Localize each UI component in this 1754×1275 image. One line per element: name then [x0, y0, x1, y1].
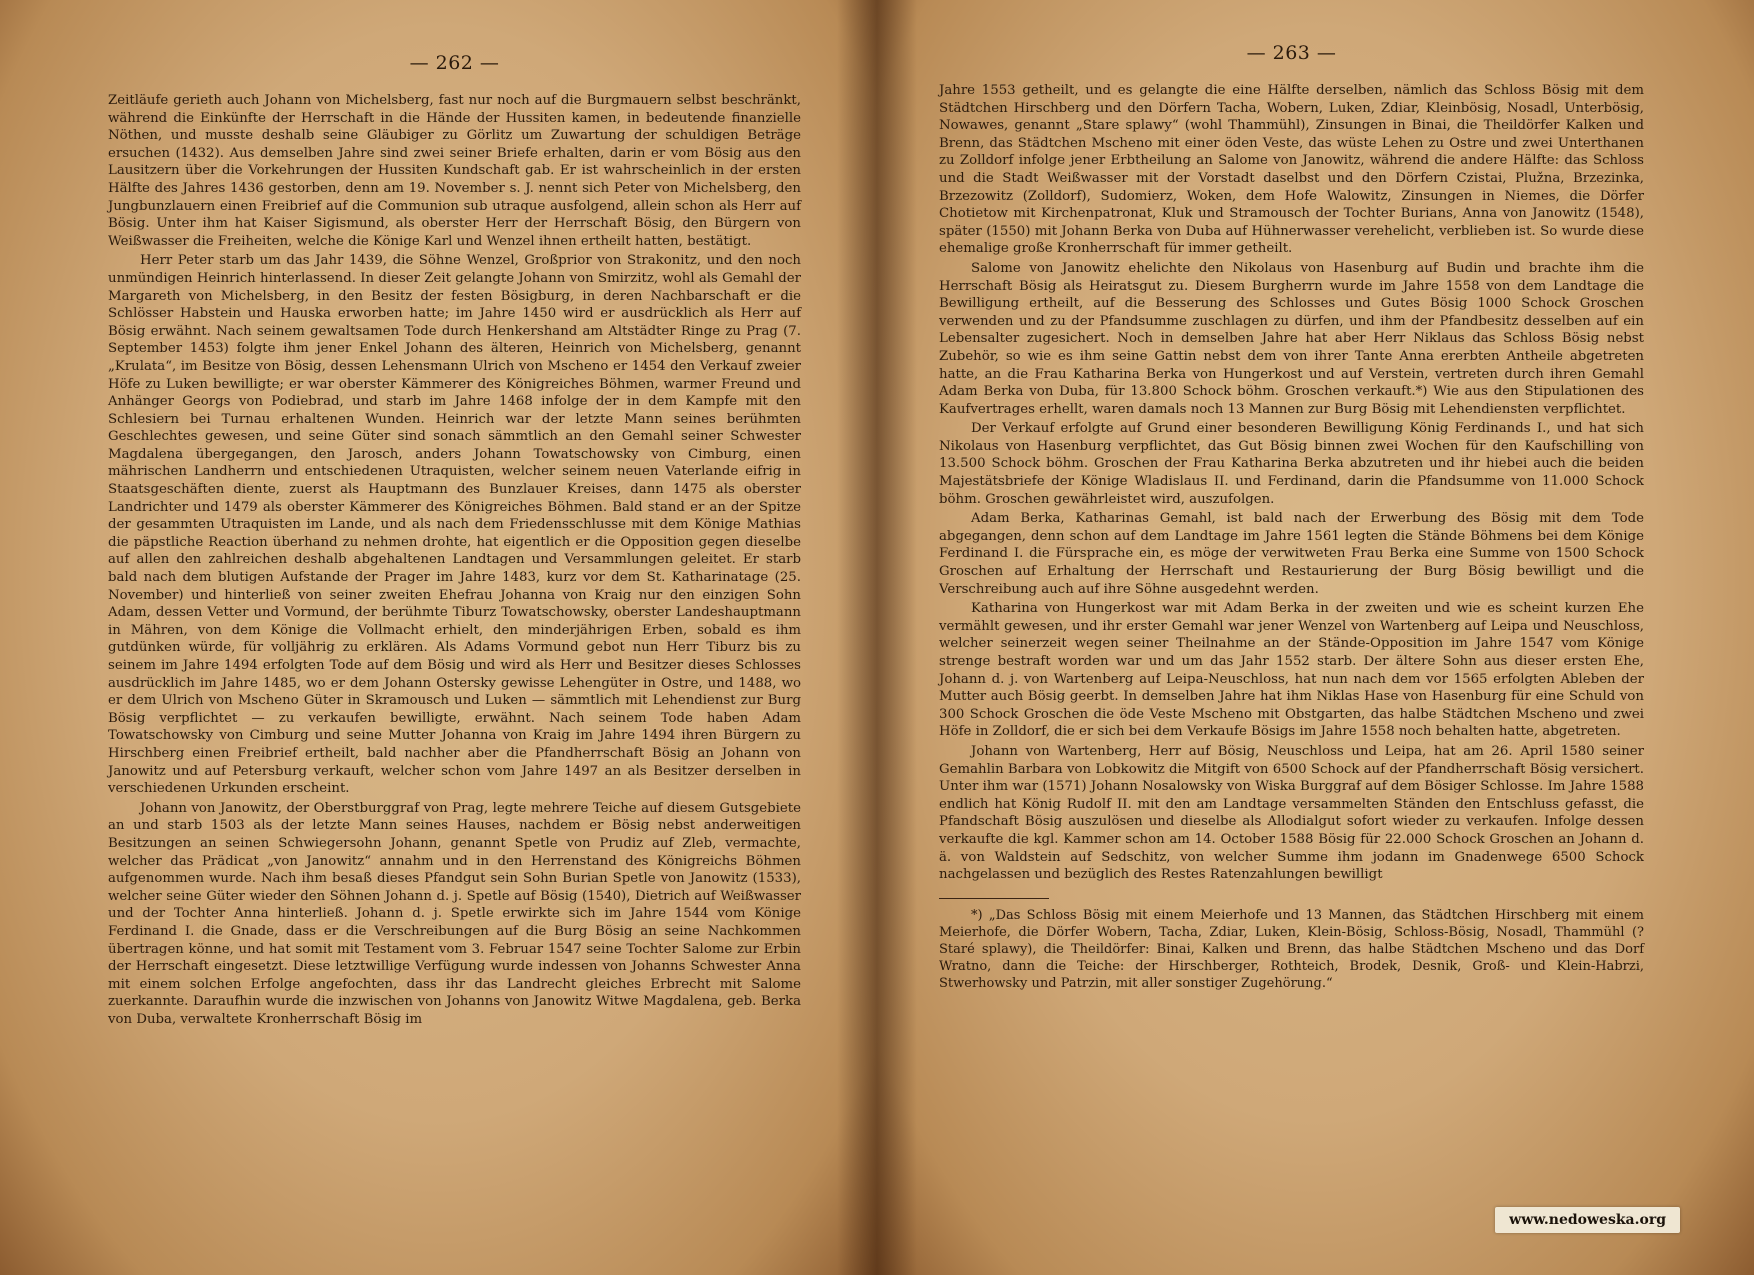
paragraph: Herr Peter starb um das Jahr 1439, die Söhne Wenzel, Großprior von Strakonitz, und den noch unmündigen Heinrich hinterlassend. In dieser Zeit gelangte Johann von Smirzitz, wohl als Gemahl der Margareth von Michelsberg, in den Besitz der festen Bösigburg, in deren Nachbarschaft er die Schlösser Habstein und Hauska erworben hatte; im Jahre 1450 wird er ausdrücklich als Herr auf Bösig erwähnt. Nach seinem gewaltsamen Tode durch Henkershand am Altstädter Ringe zu Prag (7. September 1453) folgte ihm jener Enkel Johann des älteren, Heinrich von Michelsberg, genannt „Krulata“, im Besitze von Bösig, dessen Lehensmann Ulrich von Mscheno er 1454 den Verkauf zweier Höfe zu Luken bewilligte; er war oberster Kämmerer des Königreiches Böhmen, warmer Freund und Anhänger Georgs von Podiebrad, und starb im Jahre 1468 infolge der in dem Kampfe mit den Schlesiern bei Turnau erhaltenen Wunden. Heinrich war der letzte Mann seines berühmten Geschlechtes gewesen, und seine Güter sind sonach sämmtlich an den Gemahl seiner Schwester Magdalena übergegangen, den Jarosch, anders Johann Towatschowsky von Cimburg, einen mährischen Landherrn und entschiedenen Utraquisten, welcher seinem neuen Vaterlande eifrig in Staatsgeschäften diente, zuerst als Hauptmann des Bunzlauer Kreises, dann 1475 als oberster Landrichter und 1479 als oberster Kämmerer des Königreiches Böhmen. Bald stand er an der Spitze der gesammten Utraquisten im Lande, und als nach dem Friedensschlusse mit dem Könige Mathias die päpstliche Reaction überhand zu nehmen drohte, hat eigentlich er die Opposition gegen dieselbe auf allen den zahlreichen deshalb abgehaltenen Landtagen und Versammlungen geleitet. Er starb bald nach dem blutigen Aufstande der Prager im Jahre 1483, kurz vor dem St. Katharinatage (25. November) und hinterließ von seiner zweiten Ehefrau Johanna von Kraig nur den einzigen Sohn Adam, dessen Vetter und Vormund, der berühmte Tiburz Towatschowsky, oberster Landeshauptmann in Mähren, von dem Könige die Vollmacht erhielt, den minderjährigen Erben, sobald es ihm gutdünken würde, für volljährig zu erklären. Als Adams Vormund gebot nun Herr Tiburz bis zu seinem im Jahre 1494 erfolgten Tode auf dem Bösig und wird als Herr und Besitzer dieses Schlosses ausdrücklich im Jahre 1485, wo er dem Johann Ostersky gewisse Lehengüter in Ostre, und 1488, wo er dem Ulrich von Mscheno Güter in Skramousch und Luken — sämmtlich mit Lehendienst zur Burg Bösig verpflichtet — zu verkaufen bewilligte, erwähnt. Nach seinem Tode haben Adam Towatschowsky von Cimburg und seine Mutter Johanna von Kraig im Jahre 1494 ihren Bürgern zu Hirschberg einen Freibrief ertheilt, bald nachher aber die Pfandherrschaft Bösig an Johann von Janowitz und auf Petersburg verkauft, welcher schon vom Jahre 1497 an als Besitzer derselben in verschiedenen Urkunden erscheint.: [108, 253, 801, 797]
paragraph: Johann von Wartenberg, Herr auf Bösig, Neuschloss und Leipa, hat am 26. April 1580 seiner Gemahlin Barbara von Lobkowitz die Mitgift von 6500 Schock auf der Pfandherrschaft Bösig versichert. Unter ihm war (1571) Johann Nosalowsky von Wiska Burggraf auf dem Bösiger Schlosse. Im Jahre 1588 endlich hat König Rudolf II. mit den am Landtage versammelten Ständen den Entschluss gefasst, die Pfandschaft Bösig auszulösen und dieselbe als Allodialgut sofort wieder zu verkaufen. Infolge dessen verkaufte die kgl. Kammer schon am 14. October 1588 Bösig für 22.000 Schock Groschen an Johann d. ä. von Waldstein auf Sedschitz, von welcher Summe ihm jodann im Gnadenwege 6500 Schock nachgelassen und bezüglich des Restes Ratenzahlungen bewilligt: [939, 743, 1644, 883]
gutter-shadow: [837, 0, 877, 1275]
paragraph: Salome von Janowitz ehelichte den Nikolaus von Hasenburg auf Budin und brachte ihm die Herrschaft Bösig als Heiratsgut zu. Diesem Burgherrn wurde im Jahre 1558 von dem Landtage die Bewilligung ertheilt, auf die Besserung des Schlosses und Gutes Bösig 1000 Schock Groschen verwenden und zu der Pfandsumme zuschlagen zu dürfen, und ihm der Pfandbesitz desselben auf ein Lebensalter zugesichert. Noch in demselben Jahre hat aber Herr Niklaus das Schloss Bösig nebst Zubehör, so wie es ihm seine Gattin nebst dem von ihrer Tante Anna ererbten Antheile abgetreten hatte, an die Frau Katharina Berka von Hungerkost und auf Verstein, vertreten durch ihren Gemahl Adam Berka von Duba, für 13.800 Schock böhm. Groschen verkauft.*) Wie aus den Stipulationen des Kaufvertrages erhellt, waren damals noch 13 Mannen zur Burg Bösig mit Lehendiensten verpflichtet.: [939, 260, 1644, 417]
page-number: — 263 —: [1246, 42, 1337, 64]
footnote: *) „Das Schloss Bösig mit einem Meierhofe und 13 Mannen, das Städtchen Hirschberg mit einem Meierhofe, die Dörfer Wobern, Tacha, Zdiar, Luken, Klein-Bösig, Schloss-Bösig, Nosadl, Thammühl (? Staré splawy), die Theildörfer: Binai, Kalken und Brenn, das halbe Städtchen Mscheno und das Dorf Wratno, dann die Teiche: der Hirschberger, Rothteich, Brodek, Desnik, Groß- und Klein-Habrzi, Stwerhowsky und Patrzin, mit aller sonstiger Zugehörung.“: [939, 907, 1644, 991]
watermark-label: www.nedoweska.org: [1495, 1207, 1680, 1233]
paragraph: Johann von Janowitz, der Oberstburggraf von Prag, legte mehrere Teiche auf diesem Gutsgebiete an und starb 1503 als der letzte Mann seines Hauses, nachdem er Bösig nebst anderweitigen Besitzungen an seinen Schwiegersohn Johann, genannt Spetle von Prudiz auf Zleb, vermachte, welcher das Prädicat „von Janowitz“ annahm und in den Herrenstand des Königreichs Böhmen aufgenommen wurde. Nach ihm besaß dieses Pfandgut sein Sohn Burian Spetle von Janowitz (1533), welcher seine Güter wieder den Söhnen Johann d. j. Spetle auf Bösig (1540), Dietrich auf Weißwasser und der Tochter Anna hinterließ. Johann d. j. Spetle erwirkte sich im Jahre 1544 vom Könige Ferdinand I. die Gnade, dass er die Verschreibungen auf die Burg Bösig an seine Nachkommen übertragen könne, und hat somit mit Testament vom 3. Februar 1547 seine Tochter Salome zur Erbin der Herrschaft eingesetzt. Diese letztwillige Verfügung wurde indessen von Johanns Schwester Anna mit einem solchen Erfolge angefochten, dass ihr das Landrecht gleiches Erbrecht mit Salome zuerkannte. Daraufhin wurde die inzwischen von Johanns von Janowitz Witwe Magdalena, geb. Berka von Duba, verwaltete Kronherrschaft Bösig im: [108, 800, 801, 1027]
paragraph: Adam Berka, Katharinas Gemahl, ist bald nach der Erwerbung des Bösig mit dem Tode abgegangen, denn schon auf dem Landtage im Jahre 1561 legten die Stände Böhmens bei dem Könige Ferdinand I. die Fürsprache ein, es möge der verwitweten Frau Berka eine Summe von 1500 Schock Groschen auf Erhaltung der Herrschaft und Restaurierung der Burg Bösig bewilligt und die Verschreibung auch auf ihre Söhne ausgedehnt werden.: [939, 511, 1644, 597]
right-page: [877, 0, 1754, 1275]
page-number: — 262 —: [409, 52, 500, 74]
paragraph: Zeitläufe gerieth auch Johann von Michelsberg, fast nur noch auf die Burgmauern selbst beschränkt, während die Einkünfte der Herrschaft in die Hände der Hussiten kamen, in bedeutende finanzielle Nöthen, und musste deshalb seine Gläubiger zu Görlitz um Zuwartung der schuldigen Beträge ersuchen (1432). Aus demselben Jahre sind zwei seiner Briefe erhalten, darin er vom Bösig aus den Lausitzern über die Vorkehrungen der Hussiten Kundschaft gab. Er ist wahrscheinlich in der ersten Hälfte des Jahres 1436 gestorben, denn am 19. November s. J. nennt sich Peter von Michelsberg, den Jungbunzlauern einen Freibrief auf die Communion sub utraque ausfolgend, allein schon als Herr auf Bösig. Unter ihm hat Kaiser Sigismund, als oberster Herr der Herrschaft Bösig, den Bürgern von Weißwasser die Freiheiten, welche die Könige Karl und Wenzel ihnen ertheilt hatten, bestätigt.: [108, 93, 801, 249]
paragraph: Der Verkauf erfolgte auf Grund einer besonderen Bewilligung König Ferdinands I., und hat sich Nikolaus von Hasenburg verpflichtet, das Gut Bösig binnen zwei Wochen für den Kaufschilling von 13.500 Schock böhm. Groschen der Frau Katharina Berka abzutreten und ihr hiebei auch die beiden Majestätsbriefe der Könige Wladislaus II. und Ferdinand, darin die Pfandsumme von 11.000 Schock böhm. Groschen gewährleistet wird, auszufolgen.: [939, 421, 1644, 507]
gutter-shadow: [877, 0, 917, 1275]
paragraph: Katharina von Hungerkost war mit Adam Berka in der zweiten und wie es scheint kurzen Ehe vermählt gewesen, und ihr erster Gemahl war jener Wenzel von Wartenberg auf Leipa und Neuschloss, welcher seinerzeit wegen seiner Theilnahme an der Stände-Opposition im Jahre 1547 vom Könige strenge bestraft worden war und um das Jahr 1552 starb. Der ältere Sohn aus dieser ersten Ehe, Johann d. j. von Wartenberg auf Leipa-Neuschloss, hat nun nach dem vor 1565 erfolgten Ableben der Mutter auch Bösig geerbt. In demselben Jahre hat ihm Niklas Hase von Hasenburg für eine Schuld von 300 Schock Groschen die öde Veste Mscheno mit Obstgarten, das halbe Städtchen Mscheno und zwei Höfe in Zolldorf, die er sich bei dem Verkaufe Bösigs im Jahre 1558 noch behalten hatte, abgetreten.: [939, 601, 1644, 740]
footnote-rule: [939, 898, 1049, 899]
paragraph: Jahre 1553 getheilt, und es gelangte die eine Hälfte derselben, nämlich das Schloss Bösig mit dem Städtchen Hirschberg und den Dörfern Tacha, Wobern, Luken, Zdiar, Kleinbösig, Nosadl, Unterbösig, Nowawes, genannt „Stare splawy“ (wohl Thammühl), Zinsungen in Binai, die Theildörfer Kalken und Brenn, das Städtchen Mscheno mit einer öden Veste, das wüste Lehen zu Ostre und zwei Unterthanen zu Zolldorf infolge jener Erbtheilung an Salome von Janowitz, während die andere Hälfte: das Schloss und die Stadt Weißwasser mit der Vorstadt daselbst und den Dörfern Czistai, Plužna, Brzezinka, Brzezowitz (Zolldorf), Sudomierz, Woken, dem Hofe Walowitz, Zinsungen in Niemes, die Dörfer Chotietow mit Kirchenpatronat, Kluk und Stramousch der Tochter Burians, Anna von Janowitz (1548), später (1550) mit Johann Berka von Duba auf Hühnerwasser verehelicht, verblieben ist. So wurde diese ehemalige große Kronherrschaft für immer getheilt.: [939, 83, 1644, 257]
